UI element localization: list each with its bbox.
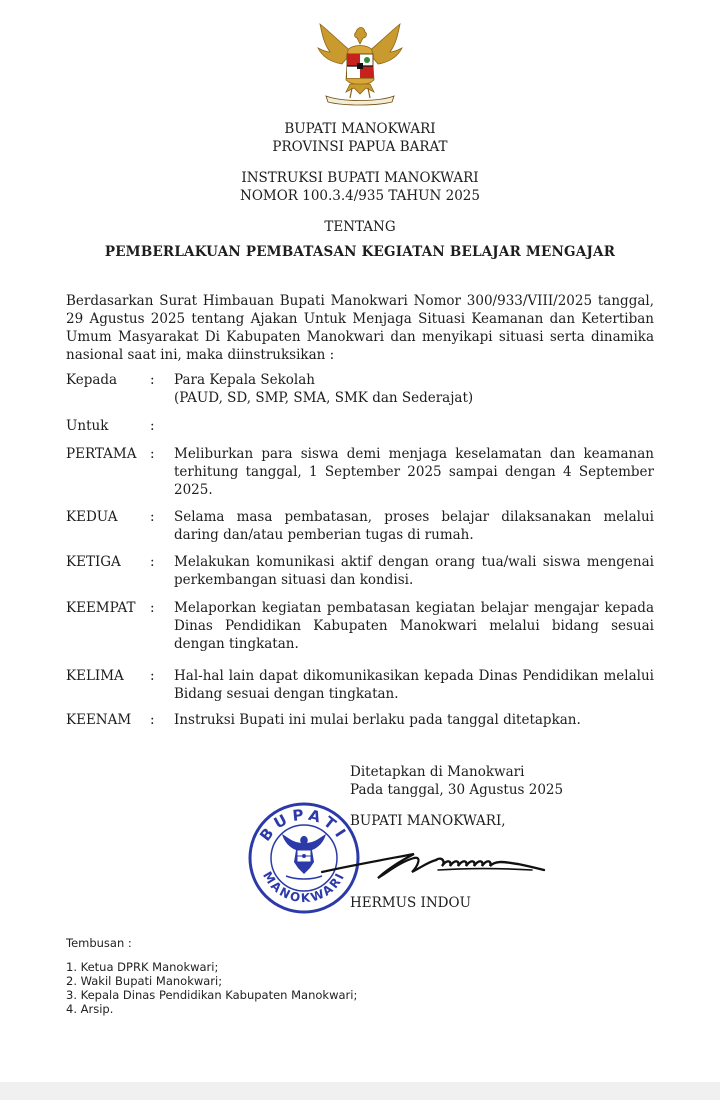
signatory-name: HERMUS INDOU [350, 895, 471, 911]
row-label: KEENAM [66, 712, 132, 728]
signature-place: Ditetapkan di Manokwari [350, 764, 525, 780]
signature-title: BUPATI MANOKWARI, [350, 813, 506, 829]
signature-date: Pada tanggal, 30 Agustus 2025 [350, 782, 564, 798]
row-text: Melakukan komunikasi aktif dengan orang tua/wali siswa mengenai perkembangan situasi dan kondisi. [174, 554, 654, 588]
row-colon: : [150, 712, 155, 728]
office-title: BUPATI MANOKWARI [284, 121, 436, 137]
row-text: Melaporkan kegiatan pembatasan kegiatan belajar mengajar kepada Dinas Pendidikan Kabupaten Manokwari melalui bidang sesuai dengan tingkatan. [174, 600, 654, 652]
row-colon: : [150, 446, 155, 462]
instruction-number: NOMOR 100.3.4/935 TAHUN 2025 [240, 188, 480, 204]
row-colon: : [150, 418, 155, 434]
row-label: KETIGA [66, 554, 121, 570]
row-label: PERTAMA [66, 446, 137, 462]
page-bottom-edge [0, 1082, 720, 1100]
row-text: Meliburkan para siswa demi menjaga keselamatan dan keamanan terhitung tanggal, 1 September 2025 sampai dengan 4 September 2025. [174, 446, 654, 498]
copies-heading: Tembusan : [66, 936, 132, 950]
row-text: Para Kepala Sekolah [174, 372, 315, 388]
row-label: KEEMPAT [66, 600, 136, 616]
row-text: (PAUD, SD, SMP, SMA, SMK dan Sederajat) [174, 390, 474, 406]
row-label: KEDUA [66, 509, 118, 525]
row-colon: : [150, 554, 155, 570]
row-label: Kepada [66, 372, 118, 388]
row-text: Instruksi Bupati ini mulai berlaku pada tanggal ditetapkan. [174, 712, 581, 728]
about-label: TENTANG [324, 219, 396, 235]
copies-list [66, 960, 357, 1016]
province-title: PROVINSI PAPUA BARAT [272, 139, 448, 155]
garuda-emblem-icon [312, 22, 408, 106]
subject-title: PEMBERLAKUAN PEMBATASAN KEGIATAN BELAJAR MENGAJAR [104, 244, 616, 260]
list-item: 1. Ketua DPRK Manokwari; [66, 960, 219, 974]
row-colon: : [150, 509, 155, 525]
list-item: 2. Wakil Bupati Manokwari; [66, 974, 223, 988]
row-label: Untuk [66, 418, 109, 434]
row-colon: : [150, 372, 155, 388]
row-label: KELIMA [66, 668, 124, 684]
svg-text:BUPATI: BUPATI [256, 805, 353, 845]
list-item: 4. Arsip. [66, 1002, 114, 1016]
row-text: Hal-hal lain dapat dikomunikasikan kepada Dinas Pendidikan melalui Bidang sesuai dengan tingkatan. [174, 668, 654, 702]
list-item: 3. Kepala Dinas Pendidikan Kabupaten Manokwari; [66, 988, 358, 1002]
svg-text:MANOKWARI: MANOKWARI [260, 868, 348, 906]
row-text: Selama masa pembatasan, proses belajar dilaksanakan melalui daring dan/atau pemberian tugas di rumah. [174, 509, 654, 543]
handwritten-signature [318, 832, 548, 886]
row-colon: : [150, 600, 155, 616]
row-colon: : [150, 668, 155, 684]
intro-paragraph: Berdasarkan Surat Himbauan Bupati Manokwari Nomor 300/933/VIII/2025 tanggal, 29 Agustus 2025 tentang Ajakan Untuk Menjaga Situasi Keamanan dan Ketertiban Umum Masyarakat Di Kabupaten Manokwari dan menyikapi situasi serta dinamika nasional saat ini, maka diinstruksikan : [66, 293, 654, 363]
instruction-title: INSTRUKSI BUPATI MANOKWARI [241, 170, 479, 186]
